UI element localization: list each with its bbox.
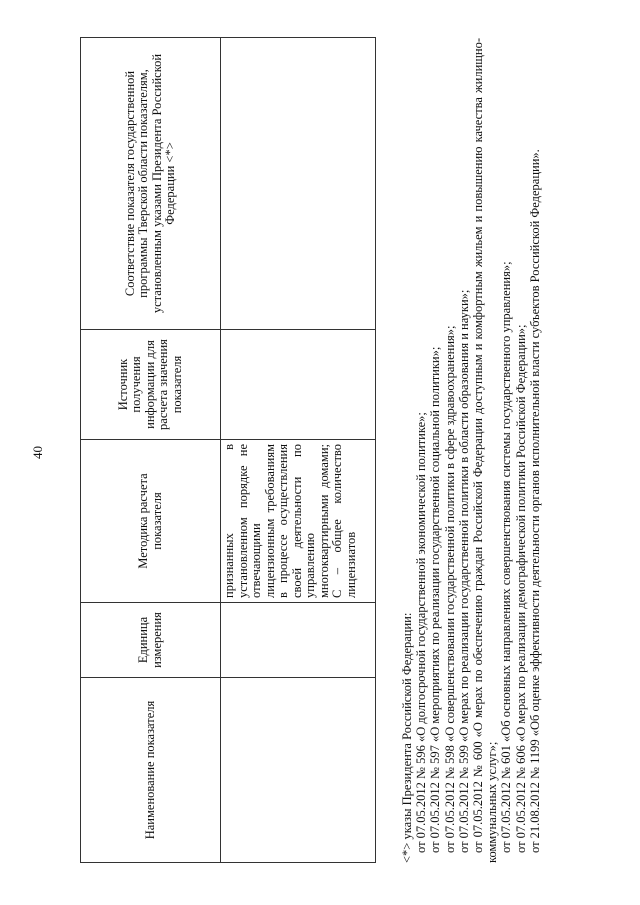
header-unit: Единица измерения	[81, 603, 221, 678]
header-indicator-name: Наименование показателя	[81, 678, 221, 863]
footnote-item: от 07.05.2012 № 601 «Об основных направлениях совершенствования системы государственного управления»;	[499, 261, 514, 853]
footnote-item: от 07.05.2012 № 596 «О долгосрочной государственной экономической политике»;	[414, 412, 429, 853]
header-method: Методика расчета показателя	[81, 440, 221, 603]
footnote-item: от 07.05.2012 № 597 «О мероприятиях по реализации государственной социальной политики»;	[428, 346, 443, 853]
table-header-row	[81, 38, 221, 863]
footnotes	[400, 38, 542, 863]
cell-method: признанных в установленном порядке не отвечающими лицензионным требованиям в процессе осуществления своей деятельности по управлению многоквартирными домами; С – общее количество лицензиатов	[221, 440, 376, 603]
footnote-item: от 07.05.2012 № 600 «О мерах по обеспечению граждан Российской Федерации доступным и комфортным жильем и повышению качества жилищно-коммунальных услуг»;	[471, 38, 500, 863]
cell-indicator-name	[221, 678, 376, 863]
footnote-item: от 07.05.2012 № 599 «О мерах по реализации государственной политики в области образования и науки»;	[456, 289, 471, 853]
page-number: 40	[30, 446, 45, 459]
indicator-table	[80, 37, 376, 863]
cell-conformity	[221, 38, 376, 330]
footnote-intro: <*> указы Президента Российской Федерации:	[400, 612, 414, 863]
header-conformity: Соответствие показателя государственной программы Тверской области показателям, установленным указами Президента Российской Федерации <*>	[81, 38, 221, 330]
header-source: Источник получения информации для расчета значения показателя	[81, 330, 221, 440]
cell-source	[221, 330, 376, 440]
cell-unit	[221, 603, 376, 678]
footnote-item: от 07.05.2012 № 598 «О совершенствовании государственной политики в сфере здравоохранения»;	[442, 325, 457, 853]
footnote-item: от 07.05.2012 № 606 «О мерах по реализации демографической политики Российской Федерации»;	[513, 324, 528, 853]
table-row	[221, 38, 376, 863]
footnote-item: от 21.08.2012 № 1199 «Об оценке эффективности деятельности органов исполнительной власти субъектов Российской Федерации».	[527, 149, 542, 853]
